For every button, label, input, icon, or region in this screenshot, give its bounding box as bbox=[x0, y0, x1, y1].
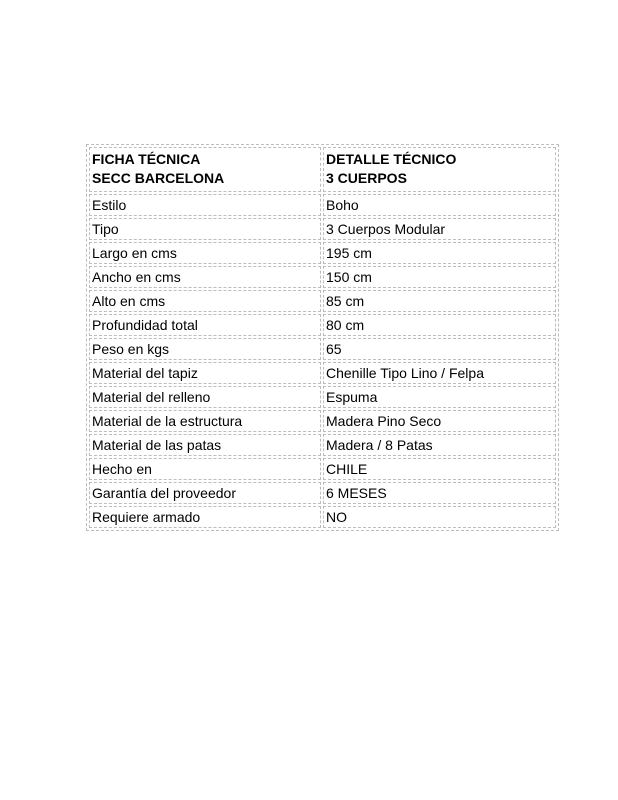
spec-sheet bbox=[86, 144, 557, 531]
row-value: Espuma bbox=[323, 386, 556, 408]
table-row bbox=[89, 242, 556, 264]
row-label: Garantía del proveedor bbox=[89, 482, 321, 504]
table-row bbox=[89, 410, 556, 432]
table-row bbox=[89, 434, 556, 456]
row-label: Material del relleno bbox=[89, 386, 321, 408]
table-row bbox=[89, 290, 556, 312]
header-cell-left bbox=[89, 147, 321, 192]
header-left-line-2: SECC BARCELONA bbox=[92, 170, 225, 186]
row-value: NO bbox=[323, 506, 556, 528]
row-label: Material de las patas bbox=[89, 434, 321, 456]
header-right-line-2: 3 CUERPOS bbox=[326, 170, 407, 186]
row-label: Material de la estructura bbox=[89, 410, 321, 432]
row-label: Hecho en bbox=[89, 458, 321, 480]
row-label: Profundidad total bbox=[89, 314, 321, 336]
row-label: Material del tapiz bbox=[89, 362, 321, 384]
row-value: 85 cm bbox=[323, 290, 556, 312]
row-value: 80 cm bbox=[323, 314, 556, 336]
row-label: Requiere armado bbox=[89, 506, 321, 528]
table-row bbox=[89, 482, 556, 504]
table-row bbox=[89, 338, 556, 360]
row-value: 65 bbox=[323, 338, 556, 360]
header-cell-right bbox=[323, 147, 556, 192]
row-value: 195 cm bbox=[323, 242, 556, 264]
table-row bbox=[89, 266, 556, 288]
table-row bbox=[89, 458, 556, 480]
table-row bbox=[89, 218, 556, 240]
row-value: Madera Pino Seco bbox=[323, 410, 556, 432]
header-left-line-1: FICHA TÉCNICA bbox=[92, 151, 201, 167]
row-value: 3 Cuerpos Modular bbox=[323, 218, 556, 240]
row-value: CHILE bbox=[323, 458, 556, 480]
table-row bbox=[89, 386, 556, 408]
table-row bbox=[89, 506, 556, 528]
row-value: Madera / 8 Patas bbox=[323, 434, 556, 456]
row-label: Estilo bbox=[89, 194, 321, 216]
row-label: Largo en cms bbox=[89, 242, 321, 264]
row-label: Tipo bbox=[89, 218, 321, 240]
row-label: Alto en cms bbox=[89, 290, 321, 312]
row-value: Boho bbox=[323, 194, 556, 216]
header-right-line-1: DETALLE TÉCNICO bbox=[326, 151, 457, 167]
row-label: Peso en kgs bbox=[89, 338, 321, 360]
row-label: Ancho en cms bbox=[89, 266, 321, 288]
table-row bbox=[89, 194, 556, 216]
row-value: Chenille Tipo Lino / Felpa bbox=[323, 362, 556, 384]
row-value: 150 cm bbox=[323, 266, 556, 288]
spec-table bbox=[86, 144, 559, 531]
table-row bbox=[89, 314, 556, 336]
table-header-row bbox=[89, 147, 556, 192]
row-value: 6 MESES bbox=[323, 482, 556, 504]
table-row bbox=[89, 362, 556, 384]
